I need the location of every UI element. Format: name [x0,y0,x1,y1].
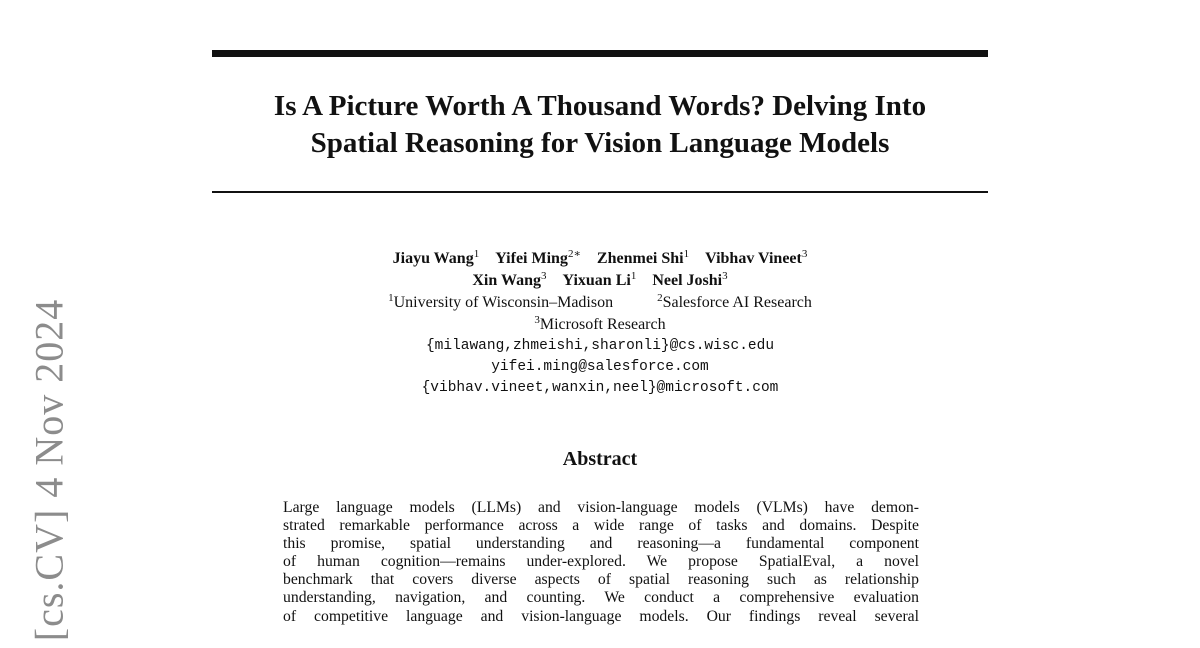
title-line: Is A Picture Worth A Thousand Words? Delving Into [273,90,927,122]
email-address: {milawang,zhmeishi,sharonli}@cs.wisc.edu [425,338,775,354]
affiliation: $^2$Salesforce AI Research [657,292,812,311]
author-block [300,248,900,399]
affiliation: $^1$University of Wisconsin–Madison [388,292,614,311]
abstract-text [283,499,919,626]
abstract-line: understanding, navigation, and counting. We conduct a comprehensive evaluation [283,589,919,607]
paper-title [212,88,988,162]
email-address: yifei.ming@salesforce.com [491,359,709,375]
abstract-line: this promise, spatial understanding and reasoning—a fundamental component [283,535,919,553]
abstract-heading: Abstract [562,448,638,470]
title-bottom-rule [212,191,988,193]
abstract-line: Large language models (LLMs) and vision-language models (VLMs) have demon- [283,499,919,516]
abstract-line: of human cognition—remains under-explored. We propose SpatialEval, a novel [283,553,919,571]
abstract-line: of competitive language and vision-language models. Our findings reveal several [283,607,919,625]
author-name: Yixuan Li$^1$ [562,270,637,289]
author-line [300,248,900,270]
author-name: Neel Joshi$^3$ [652,270,728,289]
author-name: Xin Wang$^3$ [472,270,547,289]
title-line: Spatial Reasoning for Vision Language Models [310,127,890,159]
affiliation-line [300,292,900,314]
email-address: {vibhav.vineet,wanxin,neel}@microsoft.com [421,380,779,396]
title-top-rule [212,50,988,57]
affiliation: $^3$Microsoft Research [534,314,666,333]
author-name: Zhenmei Shi$^1$ [596,248,690,267]
arxiv-stamp-text: [cs.CV] 4 Nov 2024 [26,298,72,642]
affiliation-line [300,314,900,336]
author-line [300,270,900,292]
author-name: Yifei Ming$^{2∗}$ [495,248,581,267]
author-name: Jiayu Wang$^1$ [392,248,480,267]
abstract-line: strated remarkable performance across a wide range of tasks and domains. Despite [283,517,919,535]
abstract-line: benchmark that covers diverse aspects of spatial reasoning such as relationship [283,571,919,589]
author-name: Vibhav Vineet$^3$ [705,248,808,267]
arxiv-stamp [24,300,74,640]
